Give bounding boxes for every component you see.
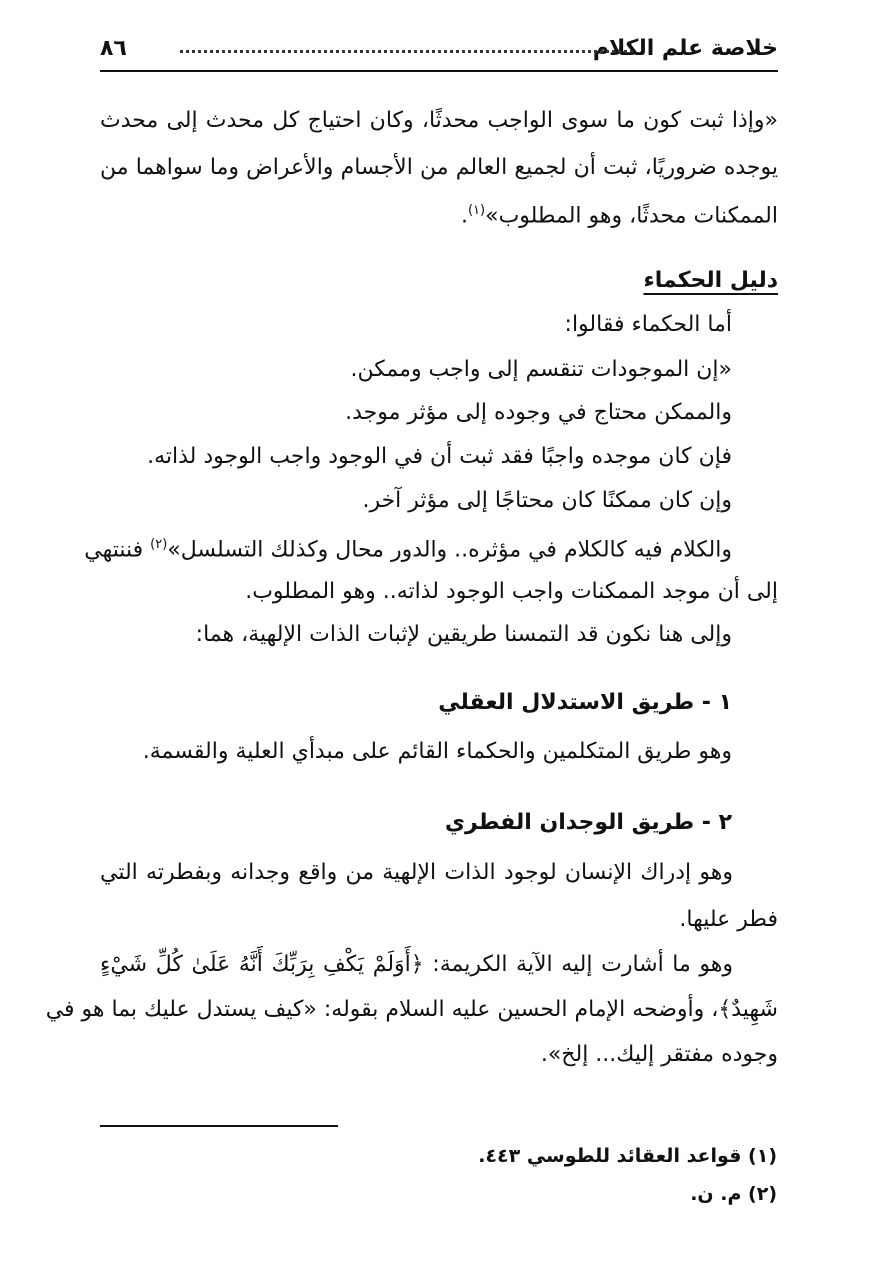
footnote-1: (١) قواعد العقائد للطوسي ٤٤٣. bbox=[478, 1145, 777, 1167]
way-heading-1: ١ - طريق الاستدلال العقلي bbox=[438, 690, 732, 715]
running-title: خلاصة علم الكلام bbox=[592, 36, 778, 61]
header-dot-leader bbox=[180, 50, 633, 53]
footnote-separator bbox=[100, 1125, 338, 1127]
paragraph-line bbox=[461, 196, 778, 231]
running-header bbox=[100, 30, 778, 72]
paragraph-line-text: الممكنات محدثًا، وهو المطلوب» bbox=[485, 203, 778, 229]
argument-line-end: فننتهي bbox=[84, 537, 144, 563]
way-text-2: شَهِيدٌ﴾، وأوضحه الإمام الحسين عليه السلام بقوله: «كيف يستدل عليك بما هو في bbox=[45, 997, 778, 1022]
paragraph-line: يوجده ضروريًا، ثبت أن لجميع العالم من الأجسام والأعراض وما سواهما من bbox=[100, 155, 778, 180]
argument-line: أما الحكماء فقالوا: bbox=[564, 312, 732, 337]
argument-line: فإن كان موجده واجبًا فقد ثبت أن في الوجود واجب الوجود لذاته. bbox=[147, 444, 732, 469]
argument-line: والممكن محتاج في وجوده إلى مؤثر موجد. bbox=[345, 400, 732, 425]
way-text-2: وهو إدراك الإنسان لوجود الذات الإلهية من واقع وجدانه وبفطرته التي bbox=[100, 860, 733, 885]
footnote-ref-2: (٢) bbox=[150, 537, 168, 552]
footnote-2: (٢) م. ن. bbox=[690, 1183, 777, 1205]
section-heading: دليل الحكماء bbox=[643, 268, 778, 293]
way-text-2: فطر عليها. bbox=[679, 907, 778, 932]
argument-line bbox=[84, 530, 732, 565]
way-heading-2: ٢ - طريق الوجدان الفطري bbox=[444, 810, 732, 835]
page-number: ٨٦ bbox=[100, 36, 127, 61]
argument-line: «إن الموجودات تنقسم إلى واجب وممكن. bbox=[350, 357, 732, 382]
argument-line: إلى أن موجد الممكنات واجب الوجود لذاته.. وهو المطلوب. bbox=[245, 579, 778, 604]
period: . bbox=[460, 203, 468, 229]
footnote-ref-1: (١) bbox=[467, 203, 486, 218]
way-text-1: وهو طريق المتكلمين والحكماء القائم على مبدأي العلية والقسمة. bbox=[142, 739, 732, 764]
argument-line-text: والكلام فيه كالكلام في مؤثره.. والدور محال وكذلك التسلسل» bbox=[167, 537, 732, 563]
way-text-2: وجوده مفتقر إليك... إلخ». bbox=[540, 1042, 778, 1067]
quran-verse-line: وهو ما أشارت إليه الآية الكريمة: ﴿أَوَلَمْ يَكْفِ بِرَبِّكَ أَنَّهُ عَلَىٰ كُلِّ شَيْءٍ bbox=[100, 952, 733, 977]
argument-line: وإن كان ممكنًا كان محتاجًا إلى مؤثر آخر. bbox=[362, 488, 732, 513]
paragraph-line: «وإذا ثبت كون ما سوى الواجب محدثًا، وكان احتياج كل محدث إلى محدث bbox=[100, 108, 778, 133]
argument-line: وإلى هنا نكون قد التمسنا طريقين لإثبات الذات الإلهية، هما: bbox=[195, 622, 732, 647]
